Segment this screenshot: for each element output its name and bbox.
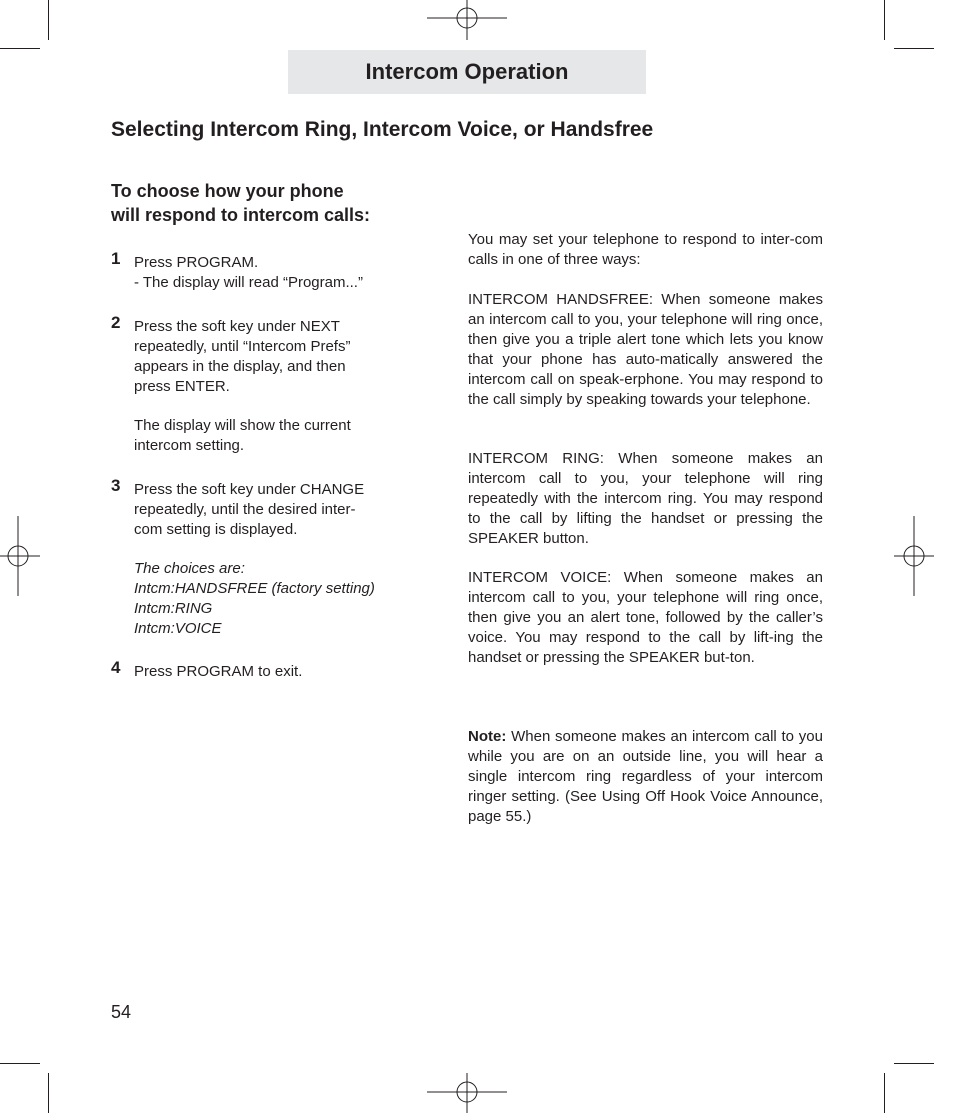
- choice-item: Intcm:RING: [134, 600, 213, 617]
- step-note-line: The display will show the current: [134, 417, 351, 434]
- step-number: 4: [111, 658, 121, 677]
- step-1: [111, 249, 421, 293]
- step-text-line: - The display will read “Program...”: [134, 274, 363, 291]
- choice-item: Intcm:VOICE: [134, 620, 222, 637]
- step-text-line: Press the soft key under NEXT: [134, 318, 340, 335]
- voice-paragraph: INTERCOM VOICE: When someone makes an intercom call to you, your telephone will ring once, then give you an alert tone, followed by the caller’s voice. You may respond to the call by lift-ing the handset or pressing the SPEAKER but-ton.: [468, 569, 823, 666]
- subheading-line: To choose how your phone: [111, 181, 344, 201]
- crop-mark-bottom-right-h: [894, 1063, 934, 1064]
- intro-paragraph: You may set your telephone to respond to inter-com calls in one of three ways:: [468, 231, 823, 268]
- note-text: When someone makes an intercom call to you while you are on an outside line, you will hear a single intercom ring regardless of your intercom ringer setting. (See Using Off Hook Voice Announce, page 55.): [468, 728, 823, 825]
- step-text-line: com setting is displayed.: [134, 521, 298, 538]
- step-text-line: Press PROGRAM.: [134, 254, 259, 271]
- step-note-line: intercom setting.: [134, 437, 245, 454]
- subheading-line: will respond to intercom calls:: [111, 205, 371, 225]
- crop-mark-top-right-h: [894, 48, 934, 49]
- registration-mark-right-icon: [894, 516, 934, 596]
- note-paragraph: [468, 727, 823, 827]
- handsfree-paragraph: INTERCOM HANDSFREE: When someone makes an intercom call to you, your telephone will ring once, then give you a triple alert tone which lets you know that your phone has auto-matically answered the intercom call on speak-erphone. You may respond to the call simply by speaking towards your telephone.: [468, 291, 823, 408]
- crop-mark-bottom-right-v: [884, 1073, 885, 1113]
- steps-column: [111, 0, 421, 1113]
- step-text-line: press ENTER.: [134, 378, 230, 395]
- choice-item: Intcm:HANDSFREE (factory setting): [134, 580, 375, 597]
- step-number: 1: [111, 249, 121, 268]
- banner-title: Intercom Operation: [365, 59, 569, 84]
- choices-label: The choices are:: [134, 560, 245, 577]
- registration-mark-left-icon: [0, 516, 40, 596]
- crop-mark-top-right-v: [884, 0, 885, 40]
- crop-mark-top-left-v: [48, 0, 49, 40]
- crop-mark-bottom-left-v: [48, 1073, 49, 1113]
- step-number: 3: [111, 476, 121, 495]
- step-text-line: appears in the display, and then: [134, 358, 346, 375]
- ring-paragraph: INTERCOM RING: When someone makes an intercom call to you, your telephone will ring repeatedly with the intercom ring. You may respond to the call by lifting the handset or pressing the SPEAKER button.: [468, 450, 823, 547]
- step-text-line: repeatedly, until “Intercom Prefs”: [134, 338, 351, 355]
- step-4: [111, 658, 421, 682]
- step-text-line: repeatedly, until the desired inter-: [134, 501, 356, 518]
- note-label: Note:: [468, 728, 507, 745]
- step-3: [111, 476, 421, 639]
- step-text-line: Press the soft key under CHANGE: [134, 481, 365, 498]
- page-number: 54: [111, 1002, 132, 1022]
- step-text-line: Press PROGRAM to exit.: [134, 663, 303, 680]
- crop-mark-bottom-left-h: [0, 1063, 40, 1064]
- explanation-column: [468, 0, 823, 1113]
- crop-mark-top-left-h: [0, 48, 40, 49]
- step-number: 2: [111, 313, 121, 332]
- step-2: [111, 313, 421, 456]
- section-title: Selecting Intercom Ring, Intercom Voice, or Handsfree: [111, 118, 654, 141]
